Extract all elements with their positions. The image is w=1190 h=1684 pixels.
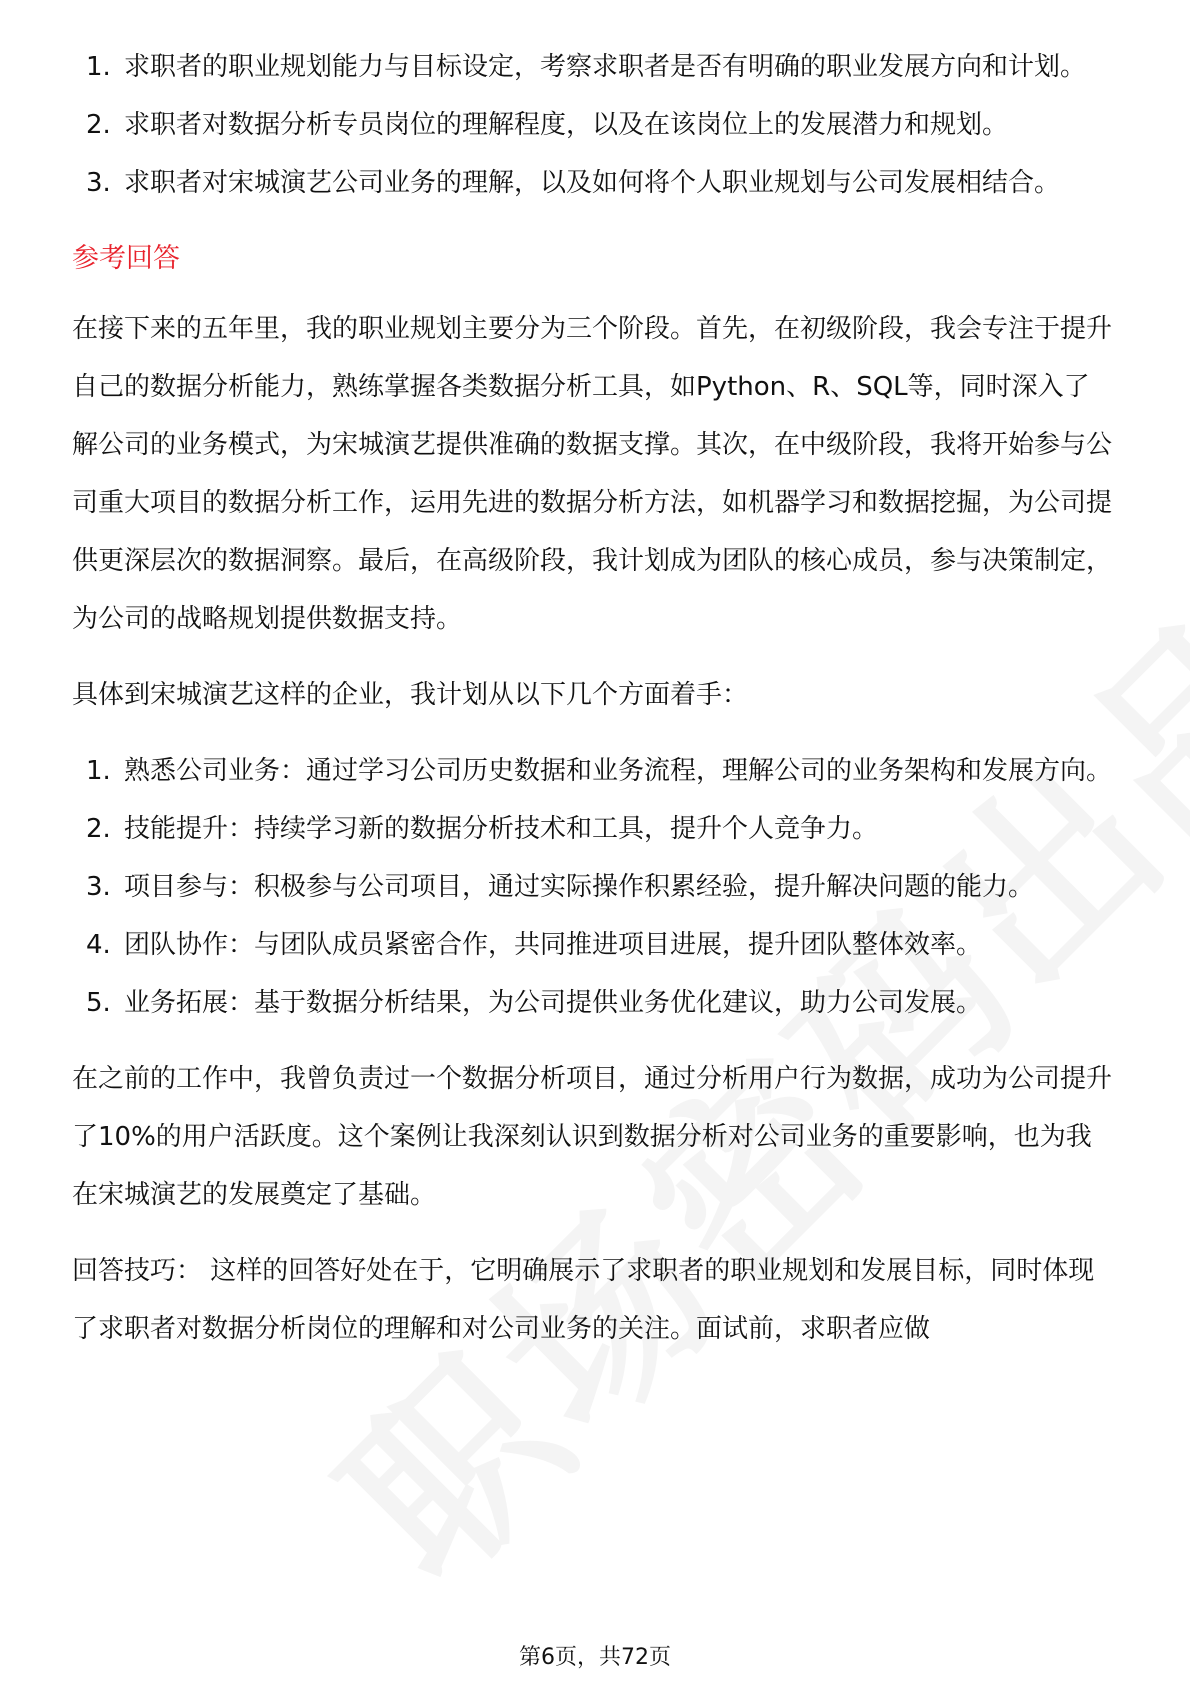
answer-heading: 参考回答 (72, 243, 180, 274)
answer-paragraph-plan: 在接下来的五年里，我的职业规划主要分为三个阶段。首先，在初级阶段，我会专注于提升自己的数据分析能力，熟练掌握各类数据分析工具，如Python、R、SQL等，同时深入了解公司的业务模式，为宋城演艺提供准确的数据支撑。其次，在中级阶段，我将开始参与公司重大项目的数据分析工作，运用先进的数据分析方法，如机器学习和数据挖掘，为公司提供更深层次的数据洞察。最后，在高级阶段，我计划成为团队的核心成员，参与决策制定，为公司的战略规划提供数据支持。 (72, 314, 1113, 634)
answer-paragraph-case: 在之前的工作中，我曾负责过一个数据分析项目，通过分析用户行为数据，成功为公司提升了10%的用户活跃度。这个案例让我深刻认识到数据分析对公司业务的重要影响，也为我在宋城演艺的发展奠定了基础。 (72, 1064, 1113, 1210)
criteria-list (72, 38, 1112, 212)
list-item (72, 38, 1112, 96)
list-item-text: 技能提升：持续学习新的数据分析技术和工具，提升个人竞争力。 (124, 814, 879, 844)
list-number: 4. (86, 930, 111, 960)
answer-paragraph-intro: 具体到宋城演艺这样的企业，我计划从以下几个方面着手： (72, 680, 749, 710)
list-number: 3. (86, 872, 111, 902)
list-item-text: 熟悉公司业务：通过学习公司历史数据和业务流程，理解公司的业务架构和发展方向。 (124, 756, 1113, 786)
list-item (72, 800, 1112, 858)
list-item (72, 96, 1112, 154)
list-number: 3. (86, 168, 111, 198)
plan-list (72, 742, 1112, 1032)
list-item-text: 求职者对宋城演艺公司业务的理解，以及如何将个人职业规划与公司发展相结合。 (124, 168, 1061, 198)
list-item (72, 154, 1112, 212)
list-item-text: 团队协作：与团队成员紧密合作，共同推进项目进展，提升团队整体效率。 (124, 930, 983, 960)
list-item-text: 业务拓展：基于数据分析结果，为公司提供业务优化建议，助力公司发展。 (124, 988, 983, 1018)
page-number-footer: 第6页，共72页 (519, 1645, 671, 1670)
list-number: 2. (86, 814, 111, 844)
list-item (72, 974, 1112, 1032)
answer-tips-paragraph: 回答技巧： 这样的回答好处在于，它明确展示了求职者的职业规划和发展目标，同时体现了求职者对数据分析岗位的理解和对公司业务的关注。面试前，求职者应做 (72, 1256, 1095, 1344)
list-item-text: 求职者对数据分析专员岗位的理解程度，以及在该岗位上的发展潜力和规划。 (124, 110, 1009, 140)
list-number: 5. (86, 988, 111, 1018)
page-content (72, 38, 1112, 1358)
list-item (72, 858, 1112, 916)
list-item (72, 742, 1112, 800)
list-item-text: 项目参与：积极参与公司项目，通过实际操作积累经验，提升解决问题的能力。 (124, 872, 1035, 902)
list-item (72, 916, 1112, 974)
list-number: 2. (86, 110, 111, 140)
list-item-text: 求职者的职业规划能力与目标设定，考察求职者是否有明确的职业发展方向和计划。 (124, 52, 1087, 82)
list-number: 1. (86, 756, 111, 786)
list-number: 1. (86, 52, 111, 82)
